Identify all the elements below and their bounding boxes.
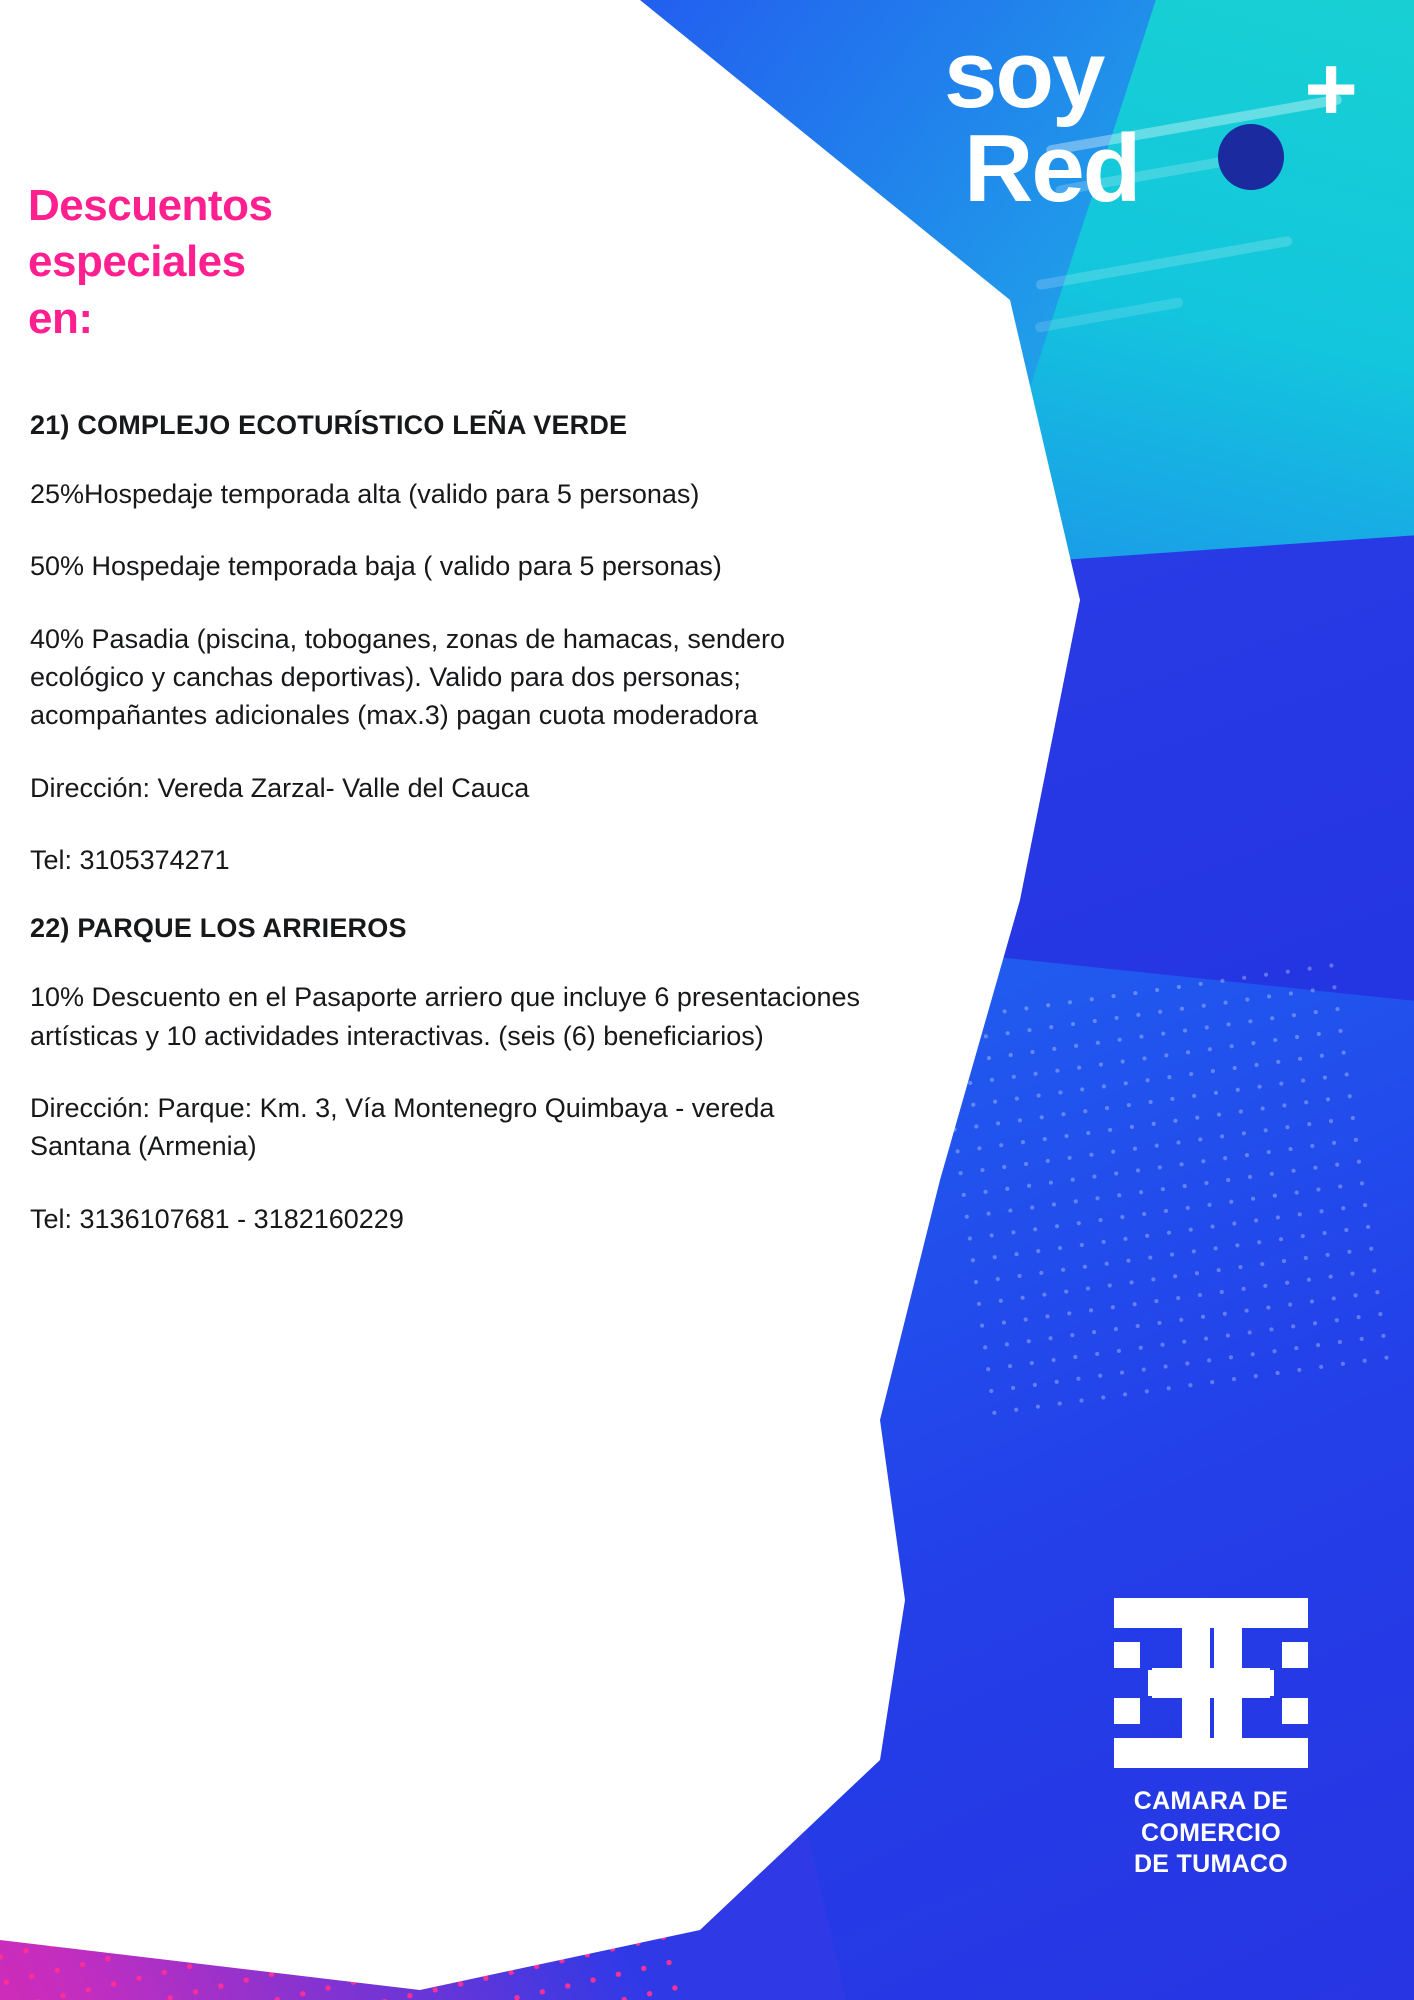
offer-paragraph: 50% Hospedaje temporada baja ( valido para 5 personas) <box>30 551 722 582</box>
mark-square <box>1248 1670 1274 1696</box>
offer-title: 21) COMPLEJO ECOTURÍSTICO LEÑA VERDE <box>30 410 628 440</box>
organization-name-line-2: DE TUMACO <box>1133 1849 1289 1878</box>
dot-icon <box>1218 124 1284 190</box>
offer-address: Dirección: Vereda Zarzal- Valle del Cauca <box>30 772 530 803</box>
plus-icon: + <box>1304 38 1356 140</box>
organization-name-line-1: CAMARA DE COMERCIO <box>1133 1787 1289 1847</box>
organization-name <box>1086 1786 1336 1880</box>
mark-square <box>1282 1642 1308 1668</box>
offer-title: 22) PARQUE LOS ARRIEROS <box>30 913 407 944</box>
page-title-line-2: especiales <box>28 237 246 287</box>
chamber-mark-icon <box>1096 1598 1326 1768</box>
offer-phone: Tel: 3136107681 - 3182160229 <box>30 1203 404 1234</box>
page-title-line-3: en: <box>28 293 93 343</box>
offer-paragraph: 25%Hospedaje temporada alta (valido para 5 personas) <box>30 479 700 509</box>
mark-square <box>1148 1670 1174 1696</box>
mark-square <box>1282 1698 1308 1724</box>
logo-line-2: Red <box>964 115 1140 223</box>
mark-square <box>1114 1698 1140 1724</box>
offer-address: Dirección: Parque: Km. 3, Vía Montenegro Quimbaya - vereda Santana (Armenia) <box>30 1092 775 1162</box>
offer-paragraph: 40% Pasadia (piscina, toboganes, zonas de hamacas, sendero ecológico y canchas deportivas). Valido para dos personas; acompañantes adicionales (max.3) pagan cuota moderadora <box>30 623 785 731</box>
camara-comercio-logo <box>1086 1598 1336 1880</box>
mark-square <box>1114 1642 1140 1668</box>
offer-entry <box>30 410 910 879</box>
logo-line-1: soy <box>944 21 1104 128</box>
page-title <box>28 178 548 347</box>
offers-list <box>30 410 910 1272</box>
soy-red-logo <box>936 21 1356 223</box>
page-title-line-1: Descuentos <box>28 181 273 230</box>
offer-entry <box>30 913 910 1238</box>
halftone-dots-right <box>927 953 1401 1427</box>
offer-phone: Tel: 3105374271 <box>30 844 230 875</box>
offer-paragraph: 10% Descuento en el Pasaporte arriero que incluye 6 presentaciones artísticas y 10 actividades interactivas. (seis (6) beneficiarios) <box>30 982 861 1051</box>
mark-bar-bottom <box>1114 1738 1308 1768</box>
mark-bar-top <box>1114 1598 1308 1628</box>
